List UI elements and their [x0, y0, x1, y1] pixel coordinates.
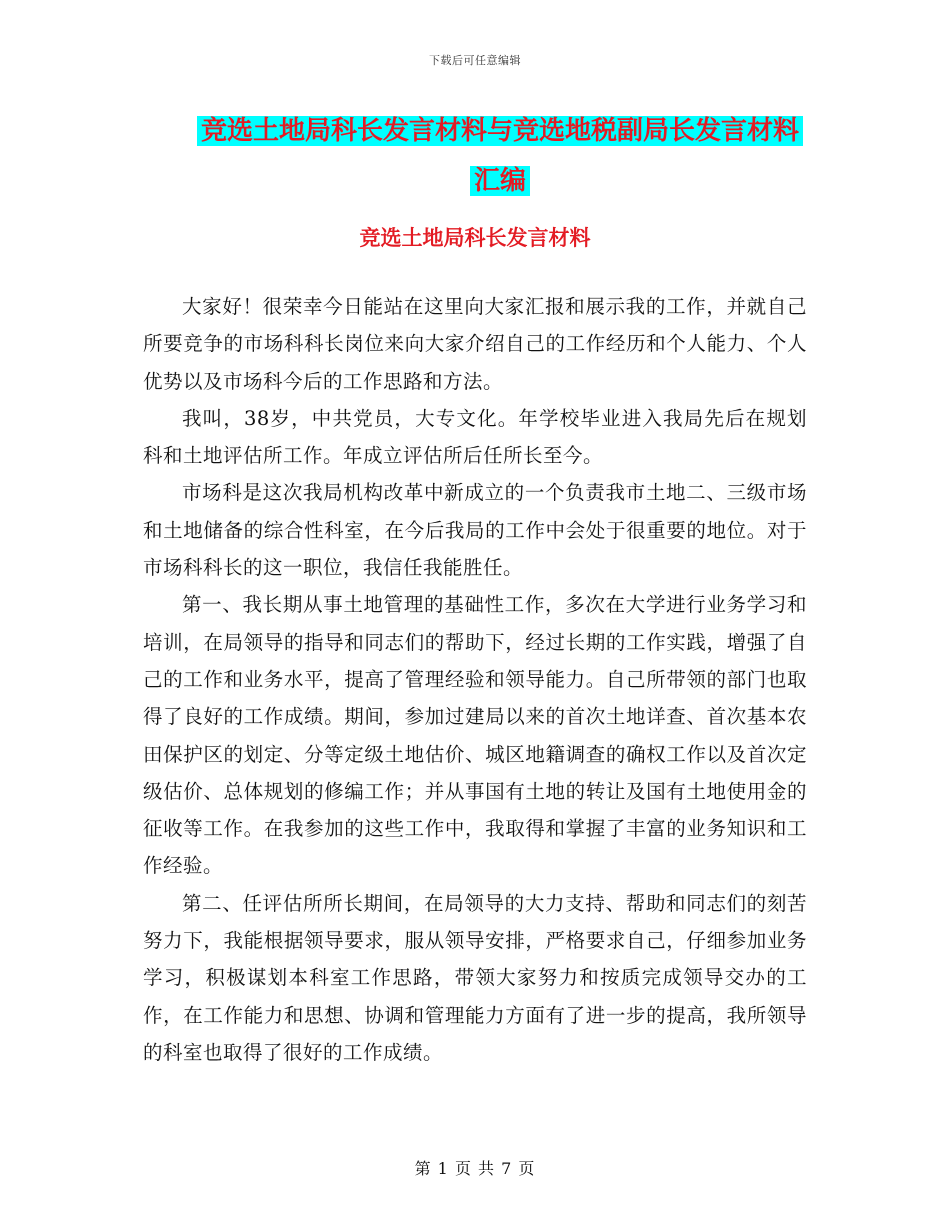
paragraph-first-point: 第一、我长期从事土地管理的基础性工作，多次在大学进行业务学习和培训，在局领导的指导和同志们的帮助下，经过长期的工作实践，增强了自己的工作和业务水平，提高了管理经验和领导能力。自己所带领的部门也取得了良好的工作成绩。期间，参加过建局以来的首次土地详查、首次基本农田保护区的划定、分等定级土地估价、城区地籍调查的确权工作以及首次定级估价、总体规划的修编工作；并从事国有土地的转让及国有土地使用金的征收等工作。在我参加的这些工作中，我取得和掌握了丰富的业务知识和工作经验。: [143, 593, 807, 878]
paragraph-greeting: 大家好！很荣幸今日能站在这里向大家汇报和展示我的工作，并就自己所要竞争的市场科科长岗位来向大家介绍自己的工作经历和个人能力、个人优势以及市场科今后的工作思路和方法。: [143, 295, 807, 393]
document-title-line-2: 汇编: [470, 166, 530, 196]
section-heading: 竞选土地局科长发言材料: [359, 226, 591, 250]
page-number-footer: 第 1 页 共 7 页: [414, 1159, 536, 1178]
body-text: [143, 288, 807, 1071]
page-header: 下载后可任意编辑: [429, 54, 521, 67]
paragraph-market-section: 市场科是这次我局机构改革中新成立的一个负责我市土地二、三级市场和土地储备的综合性科室，在今后我局的工作中会处于很重要的地位。对于市场科科长的这一职位，我信任我能胜任。: [143, 481, 807, 580]
paragraph-self-introduction: 我叫，38岁，中共党员，大专文化。年学校毕业进入我局先后在规划科和土地评估所工作。年成立评估所后任所长至今。: [143, 406, 807, 468]
document-title: [190, 106, 810, 206]
paragraph-second-point: 第二、任评估所所长期间，在局领导的大力支持、帮助和同志们的刻苦努力下，我能根据领导要求，服从领导安排，严格要求自己，仔细参加业务学习，积极谋划本科室工作思路，带领大家努力和按质完成领导交办的工作，在工作能力和思想、协调和管理能力方面有了进一步的提高，我所领导的科室也取得了很好的工作成绩。: [143, 891, 807, 1064]
document-title-line-1: 竞选土地局科长发言材料与竞选地税副局长发言材料: [197, 116, 803, 146]
